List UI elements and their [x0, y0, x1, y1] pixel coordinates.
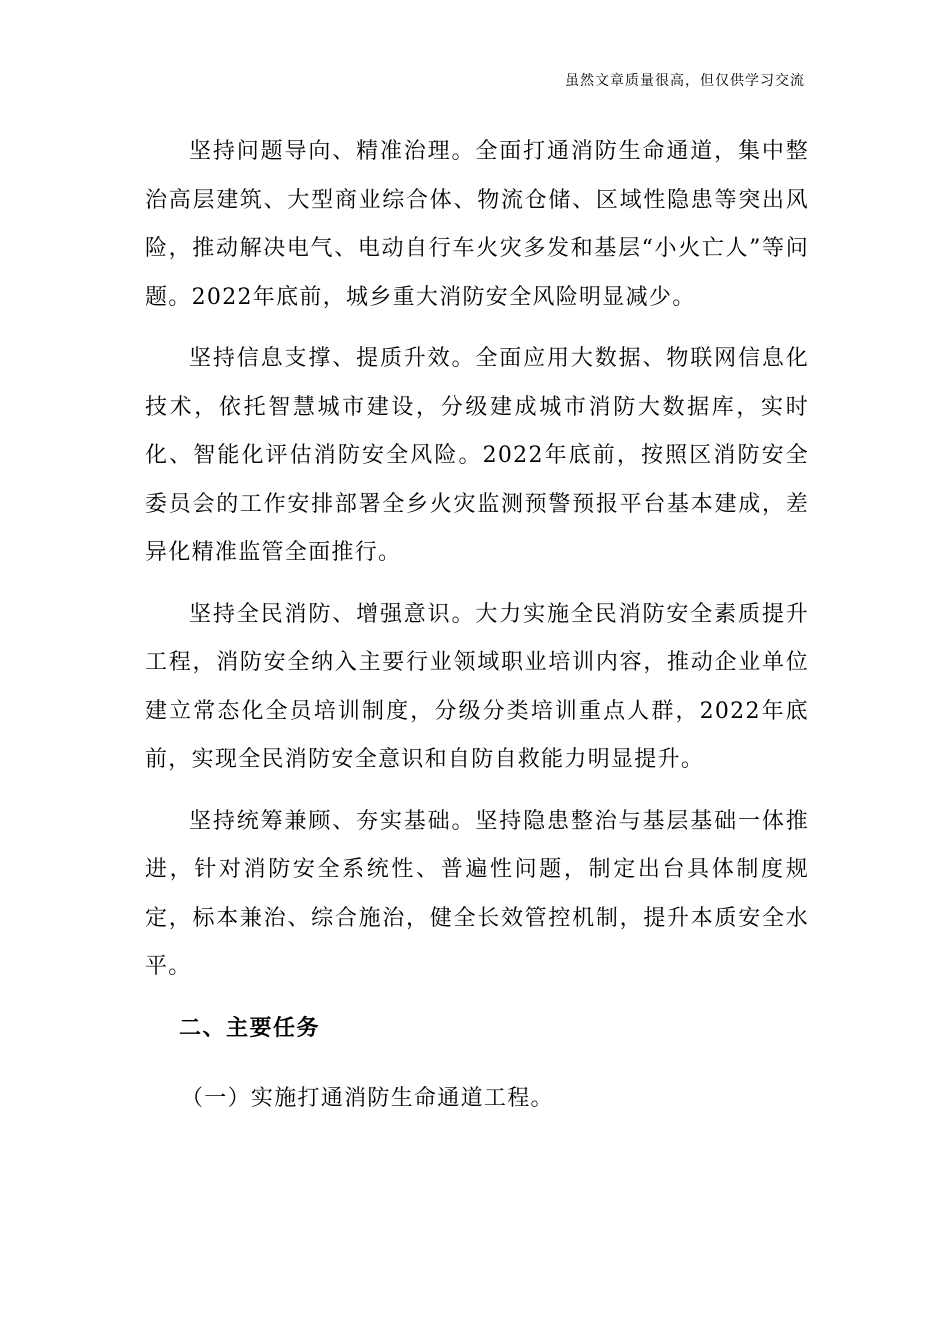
subsection-heading-fire-lanes: （一）实施打通消防生命通道工程。 [181, 1085, 554, 1111]
page-header-note: 虽然文章质量很高，但仅供学习交流 [565, 73, 805, 89]
paragraph-solid-foundation: 坚持统筹兼顾、夯实基础。坚持隐患整治与基层基础一体推进，针对消防安全系统性、普遍性问题，制定出台具体制度规定，标本兼治、综合施治，健全长效管控机制，提升本质安全水平。 [145, 808, 809, 979]
paragraph-public-awareness: 坚持全民消防、增强意识。大力实施全民消防安全素质提升工程，消防安全纳入主要行业领域职业培训内容，推动企业单位建立常态化全员培训制度，分级分类培训重点人群，2022年底前，实现全民消防安全意识和自防自救能力明显提升。 [145, 601, 809, 772]
document-body [145, 128, 809, 1123]
section-heading-main-tasks: 二、主要任务 [179, 1015, 321, 1041]
paragraph-problem-oriented: 坚持问题导向、精准治理。全面打通消防生命通道，集中整治高层建筑、大型商业综合体、物流仓储、区域性隐患等突出风险，推动解决电气、电动自行车火灾多发和基层“小火亡人”等问题。2022年底前，城乡重大消防安全风险明显减少。 [145, 139, 809, 310]
paragraph-information-support: 坚持信息支撑、提质升效。全面应用大数据、物联网信息化技术，依托智慧城市建设，分级建成城市消防大数据库，实时化、智能化评估消防安全风险。2022年底前，按照区消防安全委员会的工作安排部署全乡火灾监测预警预报平台基本建成，差异化精准监管全面推行。 [145, 346, 809, 565]
